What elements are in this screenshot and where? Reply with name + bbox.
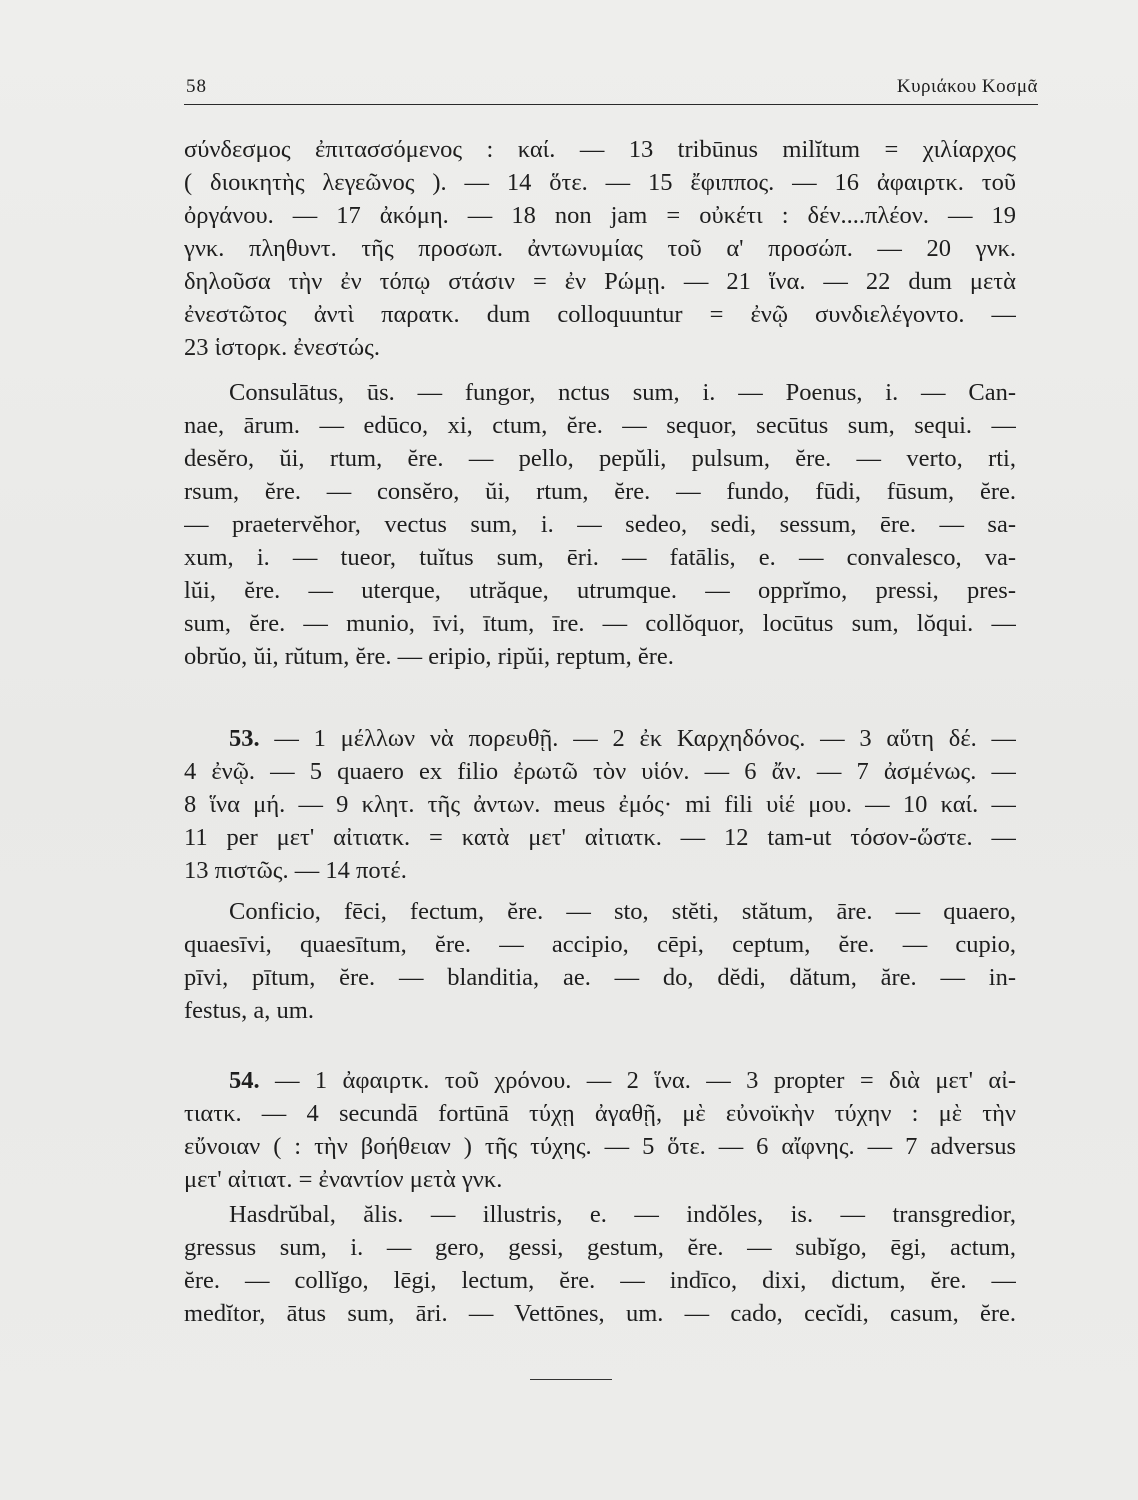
text-line: γνκ. πληθυντ. τῆς προσωπ. ἀντωνυμίας τοῦ α' προσώπ. — 20 γνκ.	[184, 235, 1016, 262]
text-line: obrŭo, ŭi, rŭtum, ĕre. — eripio, ripŭi, reptum, ĕre.	[184, 643, 674, 670]
text-line: quaesīvi, quaesītum, ĕre. — accipio, cēpi, ceptum, ĕre. — cupio,	[184, 931, 1016, 958]
text-line: ( διοικητὴς λεγεῶνος ). — 14 ὅτε. — 15 ἔφιππος. — 16 ἀφαιρτκ. τοῦ	[184, 169, 1016, 196]
text-line	[184, 1064, 1016, 1097]
text-line: σύνδεσμος ἐπιτασσόμενος : καί. — 13 tribūnus milĭtum = χιλίαρχος	[184, 136, 1016, 163]
text-line	[184, 722, 1016, 755]
text-line: ἐνεστῶτος ἀντὶ παρατκ. dum colloquuntur = ἐνῷ συνδιελέγοντο. —	[184, 301, 1016, 328]
text-line: ĕre. — collĭgo, lēgi, lectum, ĕre. — indīco, dixi, dictum, ĕre. —	[184, 1267, 1016, 1294]
text-line: 4 ἐνῷ. — 5 quaero ex filio ἐρωτῶ τὸν υἱόν. — 6 ἄν. — 7 ἀσμένως. —	[184, 758, 1016, 785]
text-line: nae, ārum. — edūco, xi, ctum, ĕre. — sequor, secūtus sum, sequi. —	[184, 412, 1016, 439]
notes-paragraph-53	[184, 722, 1016, 887]
section-number: 54.	[229, 1067, 260, 1094]
text-line: festus, a, um.	[184, 997, 314, 1024]
text-line: desĕro, ŭi, rtum, ĕre. — pello, pepŭli, pulsum, ĕre. — verto, rti,	[184, 445, 1016, 472]
text-line: medĭtor, ātus sum, āri. — Vettōnes, um. — cado, cecĭdi, casum, ĕre.	[184, 1300, 1016, 1327]
running-title: Κυριάκου Κοσμᾶ	[896, 76, 1038, 97]
text-line: 11 per μετ' αἰτιατκ. = κατὰ μετ' αἰτιατκ. — 12 tam-ut τόσον-ὥστε. —	[184, 824, 1016, 851]
running-head	[184, 70, 1038, 105]
notes-paragraph-54	[184, 1064, 1016, 1196]
text-line: μετ' αἰτιατ. = ἐναντίον μετὰ γνκ.	[184, 1166, 503, 1193]
page-number: 58	[186, 76, 207, 97]
text-line: Conficio, fēci, fectum, ĕre. — sto, stĕti, stătum, āre. — quaero,	[229, 898, 1016, 925]
text-line-content: — 1 μέλλων νὰ πορευθῇ. — 2 ἐκ Καρχηδόνος. — 3 αὕτη δέ. —	[259, 725, 1016, 752]
text-line: 13 πιστῶς. — 14 ποτέ.	[184, 857, 407, 884]
vocabulary-paragraph-54	[184, 1198, 1016, 1330]
text-line: lŭi, ĕre. — uterque, utrăque, utrumque. — opprĭmo, pressi, pres-	[184, 577, 1016, 604]
end-divider	[530, 1379, 612, 1380]
text-line: ὀργάνου. — 17 ἀκόμη. — 18 non jam = οὐκέτι : δέν....πλέον. — 19	[184, 202, 1016, 229]
text-line: rsum, ĕre. — consĕro, ŭi, rtum, ĕre. — fundo, fūdi, fūsum, ĕre.	[184, 478, 1016, 505]
text-line: 23 ἱστορκ. ἐνεστώς.	[184, 334, 380, 361]
notes-paragraph-52	[184, 133, 1016, 364]
text-line: pīvi, pītum, ĕre. — blanditia, ae. — do, dĕdi, dătum, ăre. — in-	[184, 964, 1016, 991]
text-line: 8 ἵνα μή. — 9 κλητ. τῆς ἀντων. meus ἐμός· mi fili υἱέ μου. — 10 καί. —	[184, 791, 1016, 818]
text-line: xum, i. — tueor, tuĭtus sum, ēri. — fatālis, e. — convalesco, va-	[184, 544, 1016, 571]
text-line: Consulātus, ūs. — fungor, nctus sum, i. — Poenus, i. — Can-	[229, 379, 1016, 406]
text-line: gressus sum, i. — gero, gessi, gestum, ĕre. — subĭgo, ēgi, actum,	[184, 1234, 1016, 1261]
vocabulary-paragraph-53	[184, 895, 1016, 1027]
text-line: Hasdrŭbal, ălis. — illustris, e. — indŏles, is. — transgredior,	[229, 1201, 1016, 1228]
vocabulary-paragraph-52	[184, 376, 1016, 673]
text-line: δηλοῦσα τὴν ἐν τόπῳ στάσιν = ἐν Ρώμῃ. — 21 ἵνα. — 22 dum μετὰ	[184, 268, 1016, 295]
text-line: — praetervĕhor, vectus sum, i. — sedeo, sedi, sessum, ēre. — sa-	[184, 511, 1016, 538]
text-line-content: — 1 ἀφαιρτκ. τοῦ χρόνου. — 2 ἵνα. — 3 propter = διὰ μετ' αἰ-	[259, 1067, 1016, 1094]
text-line: sum, ĕre. — munio, īvi, ītum, īre. — collŏquor, locūtus sum, lŏqui. —	[184, 610, 1016, 637]
section-number: 53.	[229, 725, 260, 752]
text-line: τιατκ. — 4 secundā fortūnā τύχῃ ἀγαθῇ, μὲ εὐνοϊκὴν τύχην : μὲ τὴν	[184, 1100, 1016, 1127]
text-line: εὔνοιαν ( : τὴν βοήθειαν ) τῆς τύχης. — 5 ὅτε. — 6 αἴφνης. — 7 adversus	[184, 1133, 1016, 1160]
